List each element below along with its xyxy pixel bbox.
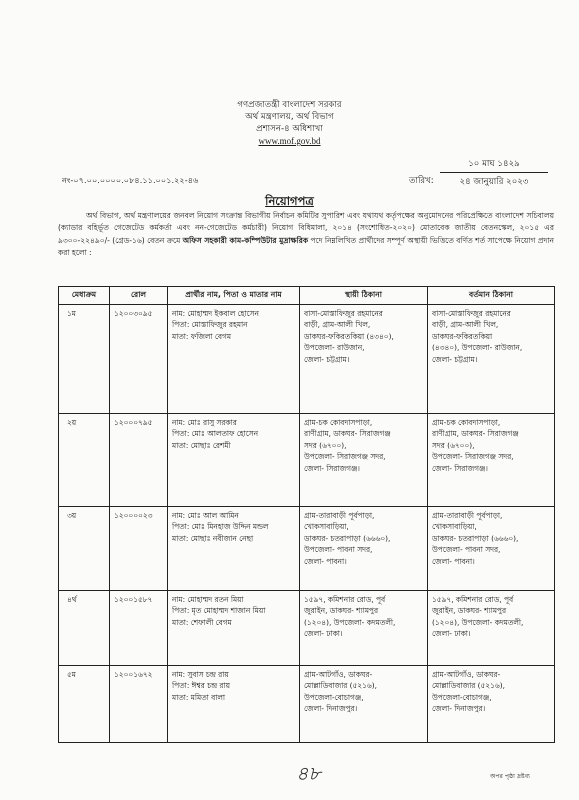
present-address-cell bbox=[428, 666, 555, 743]
table-row bbox=[59, 305, 555, 414]
name-cell bbox=[168, 507, 300, 591]
address-line: উপজেলা- সিরাজগঞ্জ সদর, bbox=[304, 452, 386, 462]
address-line: জেলা- পাবনা। bbox=[432, 556, 475, 566]
table-header-row bbox=[59, 287, 555, 305]
address-line: ১৫৯৭, কমিশনার রোড, পূর্ব bbox=[304, 595, 386, 604]
mother-name: মাতা: শেফালী বেগম bbox=[172, 617, 232, 627]
website-link[interactable]: www.mof.gov.bd bbox=[258, 136, 321, 146]
address-line: উপজেলা- রাউজান, bbox=[304, 343, 365, 353]
merit-cell: ১ম bbox=[59, 305, 110, 414]
address-line: গ্রাম-চক কোবদাসপাড়া, bbox=[432, 418, 501, 427]
address-line: ১৫৯৭, কমিশনার রোড, পূর্ব bbox=[432, 595, 514, 604]
mother-name: মাতা: ফজিলা বেগম bbox=[172, 331, 231, 341]
address-line: জেলা- চট্টগ্রাম। bbox=[304, 354, 350, 364]
candidate-name: নাম: মোহাম্মদ রতন মিয়া bbox=[172, 595, 244, 604]
address-line: খোকসাবাড়িয়া, bbox=[432, 522, 477, 532]
letterhead bbox=[0, 99, 579, 147]
address-line: বাসা-মোস্তাফিজুর রহমানের bbox=[304, 309, 383, 318]
merit-cell: ৪র্থ bbox=[59, 591, 110, 666]
mother-name: মাতা: মমিতা বালা bbox=[172, 692, 226, 702]
address-line: গ্রাম-তারাবাড়ী পূর্বপাড়া, bbox=[304, 511, 375, 520]
address-line: মোল্লাডিবাজার (৫২১৬), bbox=[432, 681, 505, 691]
permanent-address-cell bbox=[300, 507, 428, 591]
next-page-note: অপর পৃষ্ঠা দ্রষ্টব্য bbox=[490, 773, 530, 780]
body-paragraph bbox=[58, 210, 554, 259]
name-cell bbox=[168, 591, 300, 666]
address-line: সদর (৬৭০০), bbox=[432, 440, 475, 450]
post-name: অফিস সহকারী কাম-কম্পিউটার মুদ্রাক্ষরিক bbox=[182, 235, 309, 245]
merit-cell: ২য় bbox=[59, 414, 110, 507]
father-name: পিতা: মোঃ আলতাফ হোসেন bbox=[172, 429, 259, 439]
handwritten-page-mark: ৪৮ bbox=[296, 763, 321, 785]
address-line: জেলা- পাবনা। bbox=[304, 556, 347, 566]
address-line: জুরাইন, ডাকঘর- শ্যামপুর bbox=[432, 606, 507, 616]
roll-cell: ১২০০০৭৯৫ bbox=[110, 414, 168, 507]
address-line: জেলা- চট্টগ্রাম। bbox=[432, 354, 478, 364]
ministry-name: অর্থ মন্ত্রণালয়, অর্থ বিভাগ bbox=[245, 112, 334, 122]
header-merit: মেধাক্রম bbox=[59, 287, 110, 305]
address-line: উপজেলা- পাবনা সদর, bbox=[304, 545, 373, 555]
table-row bbox=[59, 414, 555, 507]
date-box bbox=[440, 156, 548, 189]
candidate-name: নাম: মোহাম্মদ ইকবাল হোসেন bbox=[172, 309, 259, 318]
date-label: তারিখ: bbox=[409, 176, 434, 186]
address-line: গ্রাম-আটগাঁও, ডাকঘর- bbox=[304, 670, 373, 679]
father-name: পিতা: মৃত মোহাম্মদ শাজান মিয়া bbox=[172, 606, 266, 616]
roll-cell: ১২০০১৫৮৭ bbox=[110, 591, 168, 666]
merit-cell: ৩য় bbox=[59, 507, 110, 591]
name-cell bbox=[168, 414, 300, 507]
address-line: উপজেলা- সিরাজগঞ্জ সদর, bbox=[432, 452, 514, 462]
date-bangla: ১০ মাঘ ১৪২৯ bbox=[440, 156, 548, 173]
candidate-name: নাম: মোঃ আল আমিন bbox=[172, 511, 239, 520]
merit-cell: ৫ম bbox=[59, 666, 110, 743]
address-line: ডাকঘর- চতরাপাড়া (৬৬৬০), bbox=[432, 533, 519, 543]
address-line: বাড়ী, গ্রাম-আলী খিল, bbox=[304, 320, 371, 330]
address-line: রাণীগ্রাম, ডাকঘর- সিরাজগঞ্জ bbox=[304, 429, 391, 439]
header-permanent-address: স্থায়ী ঠিকানা bbox=[300, 287, 428, 305]
present-address-cell bbox=[428, 305, 555, 414]
address-line: মোল্লাডিবাজার (৫২১৬), bbox=[304, 681, 377, 691]
name-cell bbox=[168, 666, 300, 743]
address-line: ডাকঘর-ফকিরতকিয়া (৪৩৪০), bbox=[304, 331, 394, 341]
branch-name: প্রশাসন-৪ অধিশাখা bbox=[256, 124, 323, 134]
address-line: গ্রাম-তারাবাড়ী পূর্বপাড়া, bbox=[432, 511, 503, 520]
father-name: পিতা: ঈশ্বর চন্দ্র রায় bbox=[172, 681, 230, 691]
govt-name: গণপ্রজাতন্ত্রী বাংলাদেশ সরকার bbox=[237, 100, 342, 110]
candidate-name: নাম: সুবাস চন্দ্র রায় bbox=[172, 670, 229, 679]
address-line: ডাকঘর- চতরাপাড়া (৬৬৬০), bbox=[304, 533, 391, 543]
date-english: ২৪ জানুয়ারি ২০২৩ bbox=[459, 177, 529, 187]
address-line: গ্রাম-চক কোবদাসপাড়া, bbox=[304, 418, 373, 427]
address-line: উপজেলা-বোচাগঞ্জ, bbox=[432, 692, 492, 702]
present-address-cell bbox=[428, 414, 555, 507]
document-title: নিয়োগপত্র bbox=[265, 194, 314, 208]
table-row bbox=[59, 507, 555, 591]
address-line: জেলা- দিনাজপুর। bbox=[432, 704, 486, 714]
address-line: (১২০৪), উপজেলা- কদমতলী, bbox=[432, 617, 524, 627]
body-text-1: অর্থ বিভাগ, অর্থ মন্ত্রণালয়ের জনবল নিয়োগ সংক্রান্ত বিভাগীয় নির্বাচন কমিটির সুপারিশ এবং যথাযথ কর্তৃপক্ষের অনুমোদনের পরিপ্রেক্ষিতে বাংলাদেশ সচিবালয় (ক্যাডার বহির্ভূত গেজেটেড কর্মকর্তা এবং নন-গেজেটেড কর্মচারী) নিয়োগ বিধিমালা, ২০১৪ (সংশোধিত-২০২০) মোতাবেক জাতীয় বেতনস্কেল, ২০১৫ এর ৯৩০০-২২৪৯০/- (গ্রেড-১৬) বেতন ক্রমে bbox=[58, 211, 554, 245]
name-cell bbox=[168, 305, 300, 414]
address-line: উপজেলা- পাবনা সদর, bbox=[432, 545, 501, 555]
mother-name: মাতা: মোছাঃ রেশমী bbox=[172, 440, 231, 450]
memo-number: নং-০৭.০০.০০০০.০৮৪.১১.০০১.২২-৪৬ bbox=[62, 175, 199, 185]
address-line: জেলা- ঢাকা। bbox=[304, 629, 343, 639]
header-present-address: বর্তমান ঠিকানা bbox=[428, 287, 555, 305]
mother-name: মাতা: মোছাঃ নবীজান নেছা bbox=[172, 533, 254, 543]
address-line: সদর (৬৭০০), bbox=[304, 440, 347, 450]
present-address-cell bbox=[428, 591, 555, 666]
address-line: (১২০৪), উপজেলা- কদমতলী, bbox=[304, 617, 396, 627]
roll-cell: ১২০০৩০৯৫ bbox=[110, 305, 168, 414]
address-line: রাণীগ্রাম, ডাকঘর- সিরাজগঞ্জ bbox=[432, 429, 519, 439]
present-address-cell bbox=[428, 507, 555, 591]
address-line: জেলা- ঢাকা। bbox=[432, 629, 471, 639]
permanent-address-cell bbox=[300, 414, 428, 507]
permanent-address-cell bbox=[300, 305, 428, 414]
roll-cell: ১২০০১৬৭২ bbox=[110, 666, 168, 743]
permanent-address-cell bbox=[300, 666, 428, 743]
address-line: জেলা- দিনাজপুর। bbox=[304, 704, 358, 714]
header-name: প্রার্থীর নাম, পিতা ও মাতার নাম bbox=[168, 287, 300, 305]
address-line: জেলা- সিরাজগঞ্জ। bbox=[304, 463, 360, 473]
father-name: পিতা: মোস্তাফিজুর রহমান bbox=[172, 320, 248, 330]
address-line: বাসা-মোস্তাফিজুর রহমানের bbox=[432, 309, 511, 318]
address-line: বাড়ী, গ্রাম-আলী খিল, bbox=[432, 320, 499, 330]
roll-cell: ১২০০০০২৩ bbox=[110, 507, 168, 591]
table-row bbox=[59, 591, 555, 666]
address-line: উপজেলা-বোচাগঞ্জ, bbox=[304, 692, 364, 702]
address-line: জেলা- সিরাজগঞ্জ। bbox=[432, 463, 488, 473]
candidate-table bbox=[58, 286, 555, 743]
address-line: জুরাইন, ডাকঘর- শ্যামপুর bbox=[304, 606, 379, 616]
address-line: খোকসাবাড়িয়া, bbox=[304, 522, 349, 532]
permanent-address-cell bbox=[300, 591, 428, 666]
table-row bbox=[59, 666, 555, 743]
header-roll: রোল bbox=[110, 287, 168, 305]
address-line: ডাকঘর-ফকিরতকিয়া bbox=[432, 331, 493, 341]
father-name: পিতা: মোঃ মিনহাজ উদ্দিন মন্ডল bbox=[172, 522, 269, 532]
candidate-name: নাম: মোঃ রাসু সরকার bbox=[172, 418, 237, 427]
address-line: (৪৩৪০), উপজেলা- রাউজান, bbox=[432, 343, 523, 353]
body-text-2: পদে নিম্নলিখিত প্রার্থীদের সম্পূর্ণ অস্থায়ী ভিত্তিতে বর্ণিত শর্ত সাপেক্ষে নিয়োগ প্রদান করা হলো : bbox=[58, 235, 554, 257]
address-line: গ্রাম-আটগাঁও, ডাকঘর- bbox=[432, 670, 501, 679]
